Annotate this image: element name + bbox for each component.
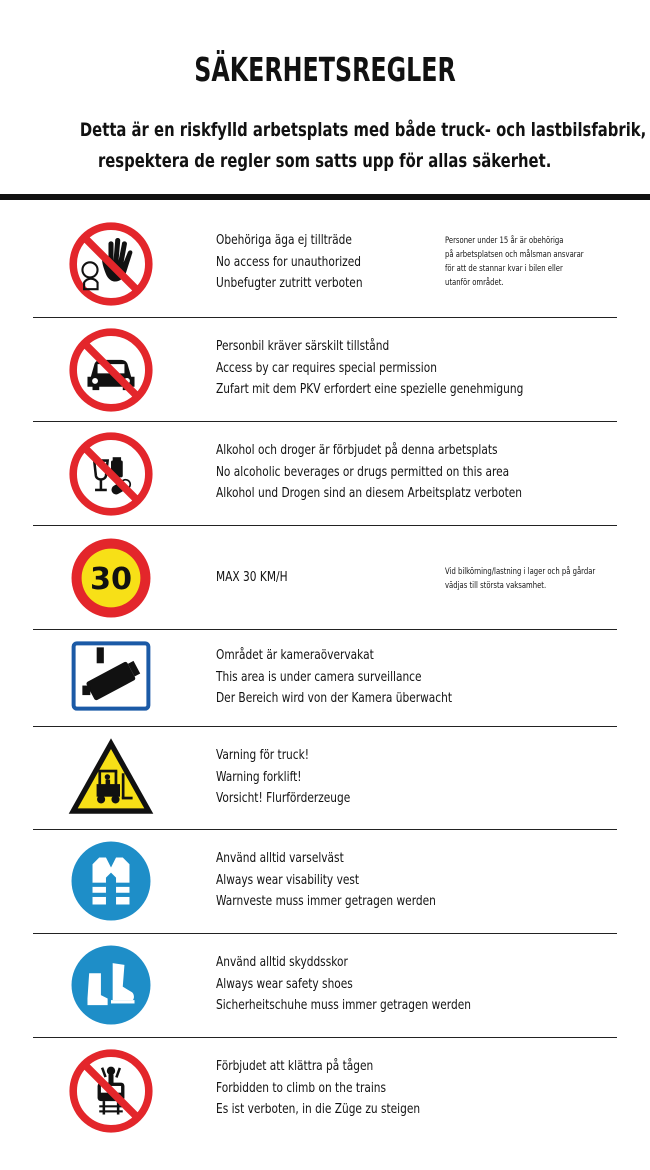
no-car-icon [69,328,153,412]
rule-line: Es ist verboten, in die Züge zu steigen [216,1101,421,1117]
rule-line: Forbidden to climb on the trains [216,1079,387,1096]
rule-row-car-permission [33,317,617,422]
rule-row-no-access [33,200,617,318]
rule-line: Warnveste muss immer getragen werden [216,893,436,909]
rule-line: Använd alltid varselväst [216,850,344,866]
speed-limit-value: 30 [89,561,133,597]
rule-line: No access for unauthorized [216,253,361,270]
rule-line: Unbefugter zutritt verboten [216,275,363,291]
page-subtitle [0,115,650,177]
speed-limit-30-icon [69,536,153,620]
rule-line: Alkohol och droger är förbjudet på denna arbetsplats [216,442,498,458]
rule-note-line: för att de stannar kvar i bilen eller [445,264,563,274]
rule-line: Always wear safety shoes [216,975,353,992]
rule-line: Always wear visability vest [216,871,360,888]
rule-note-line: Vid bilkörning/lastning i lager och på gårdar [445,567,596,577]
rule-note-line: utanför området. [445,278,504,288]
no-climbing-trains-icon [69,1049,153,1133]
rule-line: Vorsicht! Flurförderzeuge [216,790,351,806]
rule-row-shoes [33,933,617,1038]
forklift-warning-icon [66,735,156,817]
no-alcohol-drugs-icon [69,432,153,516]
rule-row-vest [33,829,617,934]
rule-line: Området är kameraövervakat [216,647,374,663]
safety-vest-icon [69,839,153,923]
page-title: SÄKERHETSREGLER [194,50,456,89]
rule-row-trains [33,1037,617,1157]
rule-line: Obehöriga äga ej tillträde [216,232,352,248]
rule-line: MAX 30 KM/H [216,569,288,585]
rule-note-line: Personer under 15 år är obehöriga [445,236,564,246]
rule-row-alcohol-drugs [33,421,617,526]
rule-row-speed-limit [33,525,617,630]
rule-line: This area is under camera surveillance [216,668,422,685]
rule-line: Förbjudet att klättra på tågen [216,1058,374,1074]
no-entry-hand-icon [69,222,153,306]
subtitle-line-2: respektera de regler som satts upp för allas säkerhet. [98,150,552,172]
rule-line: No alcoholic beverages or drugs permitted on this area [216,463,510,480]
rule-line: Alkohol und Drogen sind an diesem Arbeitsplatz verboten [216,485,523,501]
camera-surveillance-icon [71,641,151,711]
subtitle-line-1: Detta är en riskfylld arbetsplats med både truck- och lastbilsfabrik, [79,119,647,141]
rule-line: Zufart mit dem PKV erfordert eine spezielle genehmigung [216,381,524,397]
rule-line: Sicherheitschuhe muss immer getragen werden [216,997,471,1013]
rule-line: Använd alltid skyddsskor [216,954,348,970]
rule-row-forklift [33,726,617,830]
rule-line: Personbil kräver särskilt tillstånd [216,338,390,354]
rule-row-camera [33,629,617,727]
safety-boots-icon [69,943,153,1027]
rule-note-line: vädjas till största vaksamhet. [445,581,547,591]
rule-line: Access by car requires special permission [216,359,437,376]
rule-line: Der Bereich wird von der Kamera überwacht [216,690,453,706]
rule-line: Warning forklift! [216,768,302,785]
rule-line: Varning för truck! [216,747,310,763]
rule-note-line: på arbetsplatsen och målsman ansvarar [445,250,584,260]
